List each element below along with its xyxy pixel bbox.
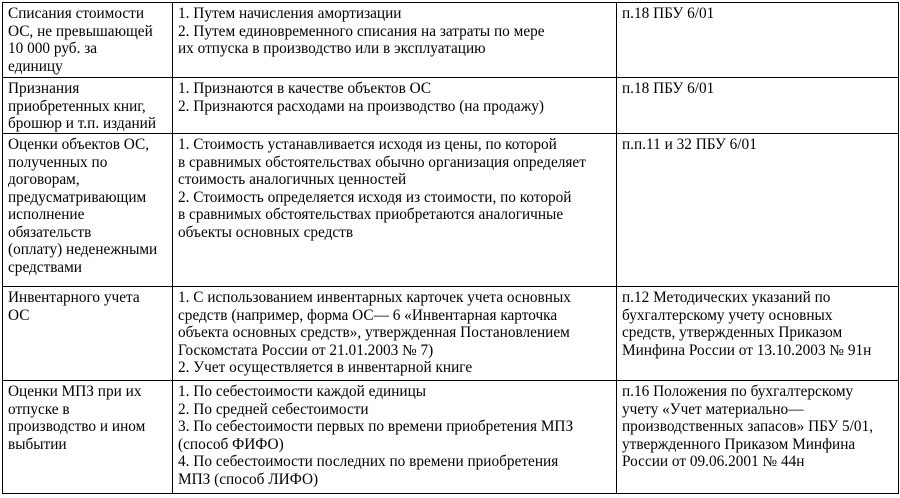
method-line: МПЗ (способ ЛИФО) <box>178 470 319 488</box>
accounting-policy-table <box>2 2 899 494</box>
method-line: 1. Признаются в качестве объектов ОС <box>178 80 432 97</box>
criterion-line: предусматривающим <box>8 188 147 206</box>
criterion-line: Признания <box>8 80 80 97</box>
criterion-line: ОС, не превышающей <box>8 22 153 40</box>
method-line: 2. Путем единовременного списания на затраты по мере <box>178 22 545 40</box>
reference-line: учету «Учет материально— <box>622 400 804 418</box>
method-line: стоимость аналогичных ценностей <box>178 171 407 188</box>
method-cell <box>173 134 617 287</box>
method-line: 3. По себестоимости первых по времени приобретения МПЗ <box>178 418 574 435</box>
criterion-line: отпуске в <box>8 400 70 418</box>
method-cell <box>173 3 617 78</box>
criterion-line: Оценки МПЗ при их <box>8 383 142 400</box>
method-line: 2. По средней себестоимости <box>178 400 369 418</box>
criterion-line: единицу <box>8 57 63 75</box>
method-line: 1. По себестоимости каждой единицы <box>178 383 427 400</box>
method-cell <box>173 78 617 134</box>
reference-cell <box>617 287 899 381</box>
table-row <box>3 78 899 134</box>
criterion-line: исполнение <box>8 206 85 223</box>
method-line: 2. Стоимость определяется исходя из стоимости, по которой <box>178 188 572 206</box>
reference-line: п.16 Положения по бухгалтерскому <box>622 383 854 400</box>
reference-line: п.18 ПБУ 6/01 <box>622 80 715 97</box>
reference-line: п.п.11 и 32 ПБУ 6/01 <box>622 136 757 153</box>
criterion-line: (оплату) неденежными <box>8 241 158 258</box>
criterion-line: Инвентарного учета <box>8 289 140 306</box>
criterion-line: выбытии <box>8 435 67 453</box>
criterion-line: обязательств <box>8 223 92 241</box>
reference-line: средств, утвержденных Приказом <box>622 324 843 341</box>
reference-line: бухгалтерскому учету основных <box>622 306 833 324</box>
table-row <box>3 3 899 78</box>
method-line: 2. Учет осуществляется в инвентарной книге <box>178 359 473 376</box>
criterion-line: средствами <box>8 258 82 276</box>
reference-cell <box>617 381 899 494</box>
method-line: объекты основных средств <box>178 223 354 241</box>
reference-line: России от 09.06.2001 № 44н <box>622 453 805 470</box>
reference-line: производственных запасов» ПБУ 5/01, <box>622 418 874 435</box>
method-line: Госкомстата России от 21.01.2003 № 7) <box>178 341 434 359</box>
reference-line: п.12 Методических указаний по <box>622 289 831 306</box>
method-line: 2. Признаются расходами на производство (на продажу) <box>178 97 545 115</box>
criterion-line: приобретенных книг, <box>8 97 146 115</box>
method-line: объекта основных средств», утвержденная Постановлением <box>178 324 570 341</box>
table-row <box>3 134 899 287</box>
method-line: 1. Стоимость устанавливается исходя из цены, по которой <box>178 136 557 153</box>
criterion-line: 10 000 руб. за <box>8 40 98 57</box>
criterion-cell <box>3 381 173 494</box>
method-line: в сравнимых обстоятельствах приобретаются аналогичные <box>178 206 564 223</box>
reference-cell <box>617 78 899 134</box>
criterion-cell <box>3 287 173 381</box>
criterion-cell <box>3 78 173 134</box>
method-line: (способ ФИФО) <box>178 435 284 453</box>
criterion-cell <box>3 3 173 78</box>
reference-cell <box>617 134 899 287</box>
criterion-cell <box>3 134 173 287</box>
criterion-line: брошюр и т.п. изданий <box>8 115 157 132</box>
method-line: 1. С использованием инвентарных карточек учета основных <box>178 289 571 306</box>
method-cell <box>173 287 617 381</box>
method-line: в сравнимых обстоятельствах обычно организация определяет <box>178 153 586 171</box>
method-line: 1. Путем начисления амортизации <box>178 5 402 22</box>
criterion-line: Списания стоимости <box>8 5 145 22</box>
method-line: средств (например, форма ОС— 6 «Инвентарная карточка <box>178 306 558 324</box>
table-row <box>3 381 899 494</box>
criterion-line: договорам, <box>8 171 80 188</box>
criterion-line: Оценки объектов ОС, <box>8 136 150 153</box>
method-line: 4. По себестоимости последних по времени приобретения <box>178 453 559 470</box>
criterion-line: ОС <box>8 306 30 324</box>
criterion-line: производство и ином <box>8 418 146 435</box>
table-row <box>3 287 899 381</box>
reference-line: п.18 ПБУ 6/01 <box>622 5 715 22</box>
reference-line: утвержденного Приказом Минфина <box>622 435 856 453</box>
criterion-line: полученных по <box>8 153 108 171</box>
method-line: их отпуска в производство или в эксплуатацию <box>178 40 486 57</box>
table-body <box>3 3 899 494</box>
method-cell <box>173 381 617 494</box>
reference-line: Минфина России от 13.10.2003 № 91н <box>622 341 872 359</box>
reference-cell <box>617 3 899 78</box>
